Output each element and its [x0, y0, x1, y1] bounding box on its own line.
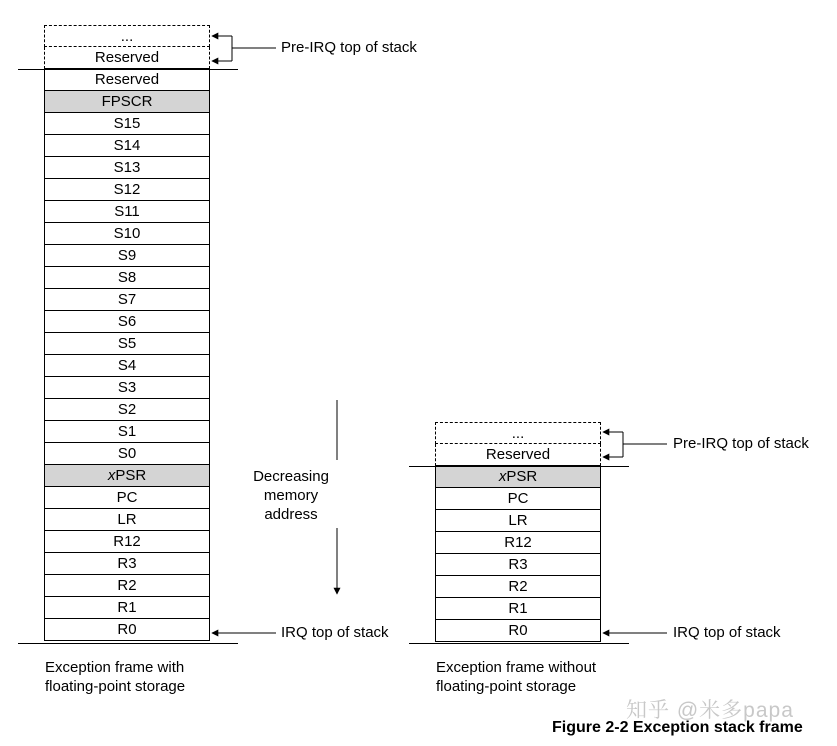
fp-cell-lr: LR [44, 509, 210, 531]
basic-cell-ellipsis: ... [435, 422, 601, 444]
fp-cell-s11: S11 [44, 201, 210, 223]
fp-cell-r12: R12 [44, 531, 210, 553]
basic-irq-label: IRQ top of stack [673, 624, 781, 641]
fp-caption-line1: Exception frame with [45, 659, 185, 676]
fp-cell-r3: R3 [44, 553, 210, 575]
basic-cell-reserved-pre: Reserved [435, 444, 601, 466]
xpsr-rest: PSR [506, 468, 538, 485]
basic-cell-pc: PC [435, 488, 601, 510]
fp-cell-s6: S6 [44, 311, 210, 333]
basic-cell-r3: R3 [435, 554, 601, 576]
fp-cell-s15: S15 [44, 113, 210, 135]
watermark: 知乎 @米多papa [626, 699, 794, 722]
direction-label [231, 467, 351, 524]
fp-cell-s9: S9 [44, 245, 210, 267]
basic-cell-r1: R1 [435, 598, 601, 620]
fp-cell-pc: PC [44, 487, 210, 509]
fp-irq-label: IRQ top of stack [281, 624, 389, 641]
fp-cell-reserved: Reserved [44, 69, 210, 91]
fp-cell-r2: R2 [44, 575, 210, 597]
fp-frame-caption [45, 658, 185, 696]
fp-cell-ellipsis: ... [44, 25, 210, 47]
fp-pre-irq-label: Pre-IRQ top of stack [281, 39, 417, 56]
fp-cell-fpscr: FPSCR [44, 91, 210, 113]
fp-pre-irq-bracket [212, 36, 276, 61]
fp-caption-line2: floating-point storage [45, 678, 186, 695]
basic-cell-r12: R12 [435, 532, 601, 554]
fp-cell-r1: R1 [44, 597, 210, 619]
basic-frame-caption [436, 658, 596, 696]
direction-label-line3: address [264, 506, 318, 523]
direction-label-line2: memory [263, 487, 319, 504]
basic-caption-line2: floating-point storage [436, 678, 577, 695]
fp-cell-s0: S0 [44, 443, 210, 465]
fp-cell-s12: S12 [44, 179, 210, 201]
fp-cell-s3: S3 [44, 377, 210, 399]
fp-cell-s4: S4 [44, 355, 210, 377]
fp-cell-s5: S5 [44, 333, 210, 355]
fp-cell-s8: S8 [44, 267, 210, 289]
fp-cell-s14: S14 [44, 135, 210, 157]
fp-cell-s7: S7 [44, 289, 210, 311]
fp-cell-s1: S1 [44, 421, 210, 443]
fp-cell-s13: S13 [44, 157, 210, 179]
direction-label-line1: Decreasing [253, 468, 329, 485]
figure-title: Figure 2-2 Exception stack frame [552, 719, 803, 736]
basic-cell-lr: LR [435, 510, 601, 532]
fp-cell-reserved-pre: Reserved [44, 47, 210, 69]
basic-cell-r0: R0 [435, 620, 601, 642]
basic-pre-irq-bracket [603, 432, 667, 457]
xpsr-rest: PSR [115, 467, 147, 484]
fp-cell-s10: S10 [44, 223, 210, 245]
fp-cell-r0: R0 [44, 619, 210, 641]
fp-cell-s2: S2 [44, 399, 210, 421]
basic-caption-line1: Exception frame without [436, 659, 597, 676]
basic-pre-irq-label: Pre-IRQ top of stack [673, 435, 809, 452]
xpsr-x-prefix: x [498, 468, 507, 485]
basic-cell-r2: R2 [435, 576, 601, 598]
xpsr-x-prefix: x [107, 467, 116, 484]
